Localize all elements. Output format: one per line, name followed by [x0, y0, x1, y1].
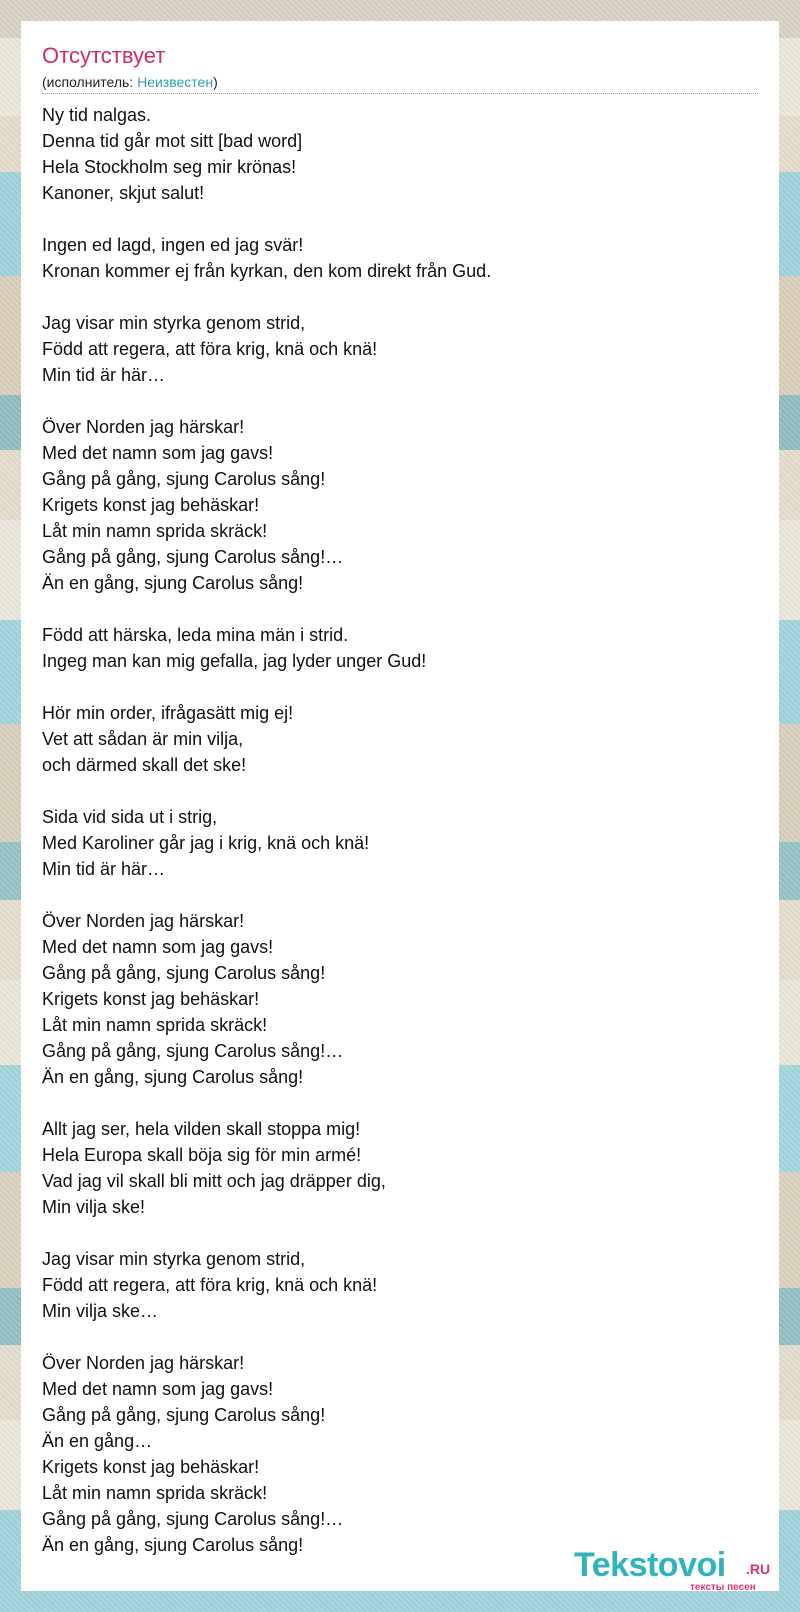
lyric-line: Gång på gång, sjung Carolus sång!… — [42, 547, 344, 567]
lyric-line: Min vilja ske! — [42, 1197, 146, 1217]
lyric-line: Allt jag ser, hela vilden skall stoppa mig! — [42, 1119, 361, 1139]
artist-prefix: (исполнитель: — [42, 74, 138, 90]
lyrics-stanza — [42, 908, 758, 1090]
lyric-line: Född att regera, att föra krig, knä och knä! — [42, 339, 378, 359]
lyrics-stanza — [42, 232, 758, 284]
artist-link[interactable]: Неизвестен — [137, 74, 214, 90]
lyric-line: Över Norden jag härskar! — [42, 417, 245, 437]
lyric-line: Min tid är här… — [42, 365, 166, 385]
lyric-line: Hela Europa skall böja sig för min armé! — [42, 1145, 362, 1165]
lyric-line: Hela Stockholm seg mir krönas! — [42, 157, 297, 177]
artist-suffix: ) — [213, 74, 218, 90]
lyric-line: Gång på gång, sjung Carolus sång! — [42, 1405, 326, 1425]
artist-line — [42, 73, 218, 91]
lyrics-stanza — [42, 414, 758, 596]
lyric-line: Krigets konst jag behäskar! — [42, 989, 260, 1009]
lyric-line: Kronan kommer ej från kyrkan, den kom direkt från Gud. — [42, 261, 492, 281]
lyric-line: Ingeg man kan mig gefalla, jag lyder unger Gud! — [42, 651, 427, 671]
lyric-line: Än en gång, sjung Carolus sång! — [42, 1067, 304, 1087]
lyrics-stanza — [42, 310, 758, 388]
song-title: Отсутствует — [42, 43, 166, 68]
lyric-line: Med det namn som jag gavs! — [42, 1379, 274, 1399]
lyrics-stanza — [42, 622, 758, 674]
logo-domain: .RU — [746, 1561, 771, 1577]
lyric-line: Kanoner, skjut salut! — [42, 183, 205, 203]
lyric-line: Född att härska, leda mina män i strid. — [42, 625, 349, 645]
lyrics-stanza — [42, 1350, 758, 1558]
lyric-line: Gång på gång, sjung Carolus sång! — [42, 963, 326, 983]
lyric-line: Gång på gång, sjung Carolus sång!… — [42, 1041, 344, 1061]
lyric-line: Jag visar min styrka genom strid, — [42, 313, 306, 333]
lyric-line: Gång på gång, sjung Carolus sång! — [42, 469, 326, 489]
lyrics-stanza — [42, 102, 758, 206]
site-logo[interactable] — [574, 1548, 774, 1598]
lyric-line: Vet att sådan är min vilja, — [42, 729, 244, 749]
lyric-line: Låt min namn sprida skräck! — [42, 521, 268, 541]
lyric-line: Än en gång… — [42, 1431, 153, 1451]
lyric-line: Gång på gång, sjung Carolus sång!… — [42, 1509, 344, 1529]
lyrics-card — [21, 21, 779, 1591]
lyric-line: Med det namn som jag gavs! — [42, 443, 274, 463]
lyric-line: Över Norden jag härskar! — [42, 1353, 245, 1373]
lyrics-text — [42, 102, 758, 1584]
lyric-line: Med Karoliner går jag i krig, knä och knä! — [42, 833, 370, 853]
lyric-line: Än en gång, sjung Carolus sång! — [42, 1535, 304, 1555]
lyric-line: Krigets konst jag behäskar! — [42, 495, 260, 515]
logo-tagline: тексты песен — [690, 1582, 756, 1593]
lyric-line: Ingen ed lagd, ingen ed jag svär! — [42, 235, 304, 255]
lyric-line: Sida vid sida ut i strig, — [42, 807, 218, 827]
lyrics-stanza — [42, 700, 758, 778]
lyric-line: Med det namn som jag gavs! — [42, 937, 274, 957]
lyrics-stanza — [42, 1116, 758, 1220]
lyric-line: Hör min order, ifrågasätt mig ej! — [42, 703, 294, 723]
lyrics-stanza — [42, 804, 758, 882]
lyric-line: Denna tid går mot sitt [bad word] — [42, 131, 303, 151]
lyric-line: Krigets konst jag behäskar! — [42, 1457, 260, 1477]
lyric-line: Jag visar min styrka genom strid, — [42, 1249, 306, 1269]
lyric-line: Över Norden jag härskar! — [42, 911, 245, 931]
lyric-line: Än en gång, sjung Carolus sång! — [42, 573, 304, 593]
lyric-line: Låt min namn sprida skräck! — [42, 1483, 268, 1503]
logo-wordmark: Tekstovoi — [574, 1546, 726, 1584]
lyric-line: och därmed skall det ske! — [42, 755, 247, 775]
lyrics-stanza — [42, 1246, 758, 1324]
title-divider — [42, 93, 758, 94]
lyric-line: Född att regera, att föra krig, knä och knä! — [42, 1275, 378, 1295]
lyric-line: Ny tid nalgas. — [42, 105, 152, 125]
lyric-line: Vad jag vil skall bli mitt och jag dräpper dig, — [42, 1171, 386, 1191]
lyric-line: Låt min namn sprida skräck! — [42, 1015, 268, 1035]
lyric-line: Min tid är här… — [42, 859, 166, 879]
lyric-line: Min vilja ske… — [42, 1301, 159, 1321]
